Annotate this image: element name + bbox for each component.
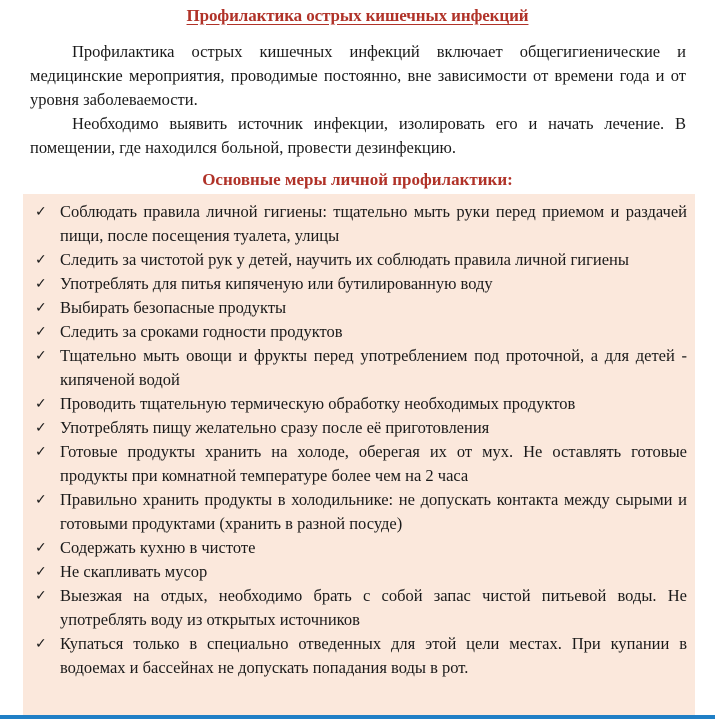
measure-item — [29, 536, 687, 560]
checkmark-icon: ✓ — [35, 444, 47, 460]
checkmark-icon: ✓ — [35, 204, 47, 220]
measure-text: Проводить тщательную термическую обработку необходимых продуктов — [60, 394, 576, 413]
checkmark-icon: ✓ — [35, 564, 47, 580]
checkmark-icon: ✓ — [35, 588, 47, 604]
measure-item — [29, 344, 687, 392]
checkmark-icon: ✓ — [35, 300, 47, 316]
checkmark-icon: ✓ — [35, 324, 47, 340]
measure-item — [29, 272, 687, 296]
measure-item — [29, 560, 687, 584]
measure-item — [29, 200, 687, 248]
checkmark-icon: ✓ — [35, 636, 47, 652]
measure-text: Следить за сроками годности продуктов — [60, 322, 343, 341]
checkmark-icon: ✓ — [35, 252, 47, 268]
intro-section — [30, 40, 686, 160]
measure-text: Следить за чистотой рук у детей, научить их соблюдать правила личной гигиены — [60, 250, 629, 269]
measure-text: Готовые продукты хранить на холоде, оберегая их от мух. Не оставлять готовые продукты при комнатной температуре более чем на 2 часа — [60, 442, 687, 485]
measure-text: Употреблять для питья кипяченую или бутилированную воду — [60, 274, 493, 293]
measure-item — [29, 584, 687, 632]
measure-item — [29, 416, 687, 440]
measure-text: Не скапливать мусор — [60, 562, 208, 581]
measure-item — [29, 320, 687, 344]
section-subtitle: Основные меры личной профилактики: — [202, 170, 513, 189]
checkmark-icon: ✓ — [35, 492, 47, 508]
checkmark-icon: ✓ — [35, 540, 47, 556]
checkmark-icon: ✓ — [35, 420, 47, 436]
checkmark-icon: ✓ — [35, 396, 47, 412]
measure-item — [29, 440, 687, 488]
measure-text: Содержать кухню в чистоте — [60, 538, 256, 557]
measure-item — [29, 632, 687, 680]
intro-paragraph: Необходимо выявить источник инфекции, изолировать его и начать лечение. В помещении, где находился больной, провести дезинфекцию. — [30, 114, 686, 157]
measures-list — [29, 200, 687, 680]
measure-text: Употреблять пищу желательно сразу после её приготовления — [60, 418, 490, 437]
measure-item — [29, 296, 687, 320]
measure-text: Правильно хранить продукты в холодильнике: не допускать контакта между сырыми и готовыми продуктами (хранить в разной посуде) — [60, 490, 687, 533]
bottom-accent-bar — [0, 715, 715, 719]
checkmark-icon: ✓ — [35, 276, 47, 292]
checkmark-icon: ✓ — [35, 348, 47, 364]
measure-text: Выбирать безопасные продукты — [60, 298, 287, 317]
measure-item — [29, 488, 687, 536]
measure-text: Тщательно мыть овощи и фрукты перед употреблением под проточной, а для детей - кипяченой водой — [60, 346, 687, 389]
measure-item — [29, 392, 687, 416]
intro-paragraph: Профилактика острых кишечных инфекций включает общегигиенические и медицинские мероприятия, проводимые постоянно, вне зависимости от времени года и от уровня заболеваемости. — [30, 42, 686, 109]
measure-text: Выезжая на отдых, необходимо брать с собой запас чистой питьевой воды. Не употреблять воду из открытых источников — [60, 586, 687, 629]
measure-text: Соблюдать правила личной гигиены: тщательно мыть руки перед приемом и раздачей пищи, после посещения туалета, улицы — [60, 202, 687, 245]
measure-text: Купаться только в специально отведенных для этой цели местах. При купании в водоемах и бассейнах не допускать попадания воды в рот. — [60, 634, 687, 677]
page-title: Профилактика острых кишечных инфекций — [186, 6, 529, 25]
measures-panel — [23, 194, 695, 715]
measure-item — [29, 248, 687, 272]
